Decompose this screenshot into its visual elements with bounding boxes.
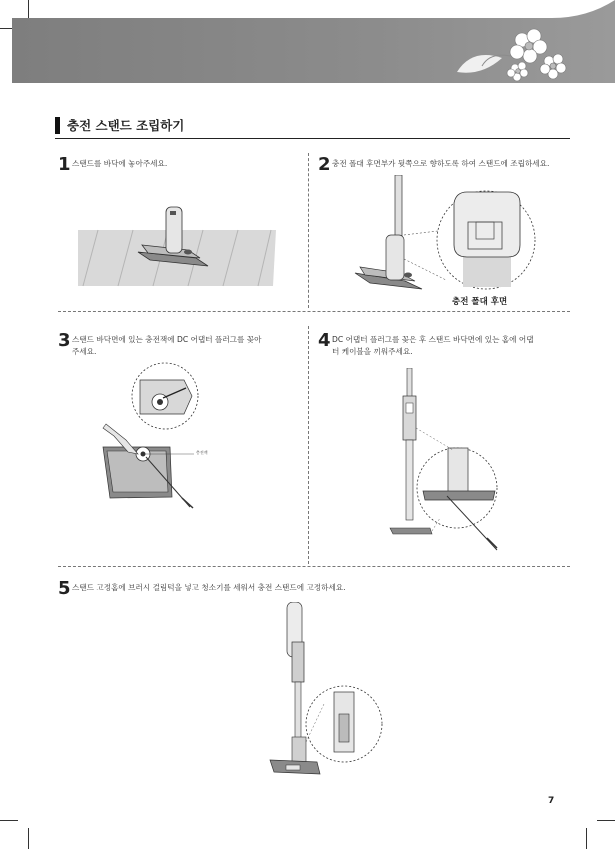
- step-text: 충전 폴대 후면부가 뒷쪽으로 향하도록 하여 스탠드에 조립하세요.: [332, 159, 550, 168]
- step-3: [58, 331, 303, 361]
- step-text: [72, 334, 261, 358]
- header-banner: [12, 0, 615, 83]
- step-4: [318, 331, 573, 361]
- vacuum-on-stand-illustration: [262, 602, 387, 782]
- step-text-line: DC 어댑터 플러그를 꽂은 후 스탠드 바닥면에 있는 홈에 어댑: [332, 335, 534, 344]
- step-number: 5: [58, 578, 71, 599]
- row-divider: [58, 566, 570, 567]
- crop-mark: [0, 820, 18, 821]
- section-title-text: 충전 스탠드 조립하기: [67, 118, 185, 133]
- step-number: 2: [318, 154, 331, 175]
- dc-plug-illustration: [98, 362, 228, 522]
- pole-assembly-illustration: [350, 175, 545, 295]
- row-divider: [58, 311, 570, 312]
- stand-on-floor-illustration: [78, 200, 276, 288]
- step-text-line: 주세요.: [72, 347, 97, 356]
- crop-mark: [28, 828, 29, 849]
- step-number: 4: [318, 330, 331, 351]
- step-number: 1: [58, 154, 71, 175]
- heading-marker: [55, 117, 60, 134]
- step-text: 스탠드 고정홈에 브러시 걸림턱을 넣고 청소기를 세워서 충전 스탠드에 고정하세요.: [72, 583, 346, 592]
- charging-jack-label: 충전잭: [196, 450, 208, 455]
- step-text: [332, 334, 534, 358]
- column-divider: [308, 153, 309, 308]
- step-1: [58, 155, 298, 175]
- step-text-line: 스탠드 바닥면에 있는 충전잭에 DC 어댑터 플러그를 꽂아: [72, 335, 262, 344]
- cable-groove-illustration: [385, 368, 520, 558]
- section-heading: [55, 114, 570, 139]
- pole-rear-caption: 충전 폴대 후면: [452, 297, 508, 307]
- crop-mark: [597, 820, 615, 821]
- page-number: 7: [548, 796, 555, 806]
- step-5: [58, 579, 570, 599]
- step-text: 스탠드를 바닥에 놓아주세요.: [72, 159, 168, 168]
- step-2: [318, 155, 578, 175]
- column-divider: [308, 326, 309, 564]
- crop-mark: [586, 828, 587, 849]
- step-number: 3: [58, 330, 71, 351]
- step-text-line: 터 케이블을 끼워주세요.: [332, 347, 413, 356]
